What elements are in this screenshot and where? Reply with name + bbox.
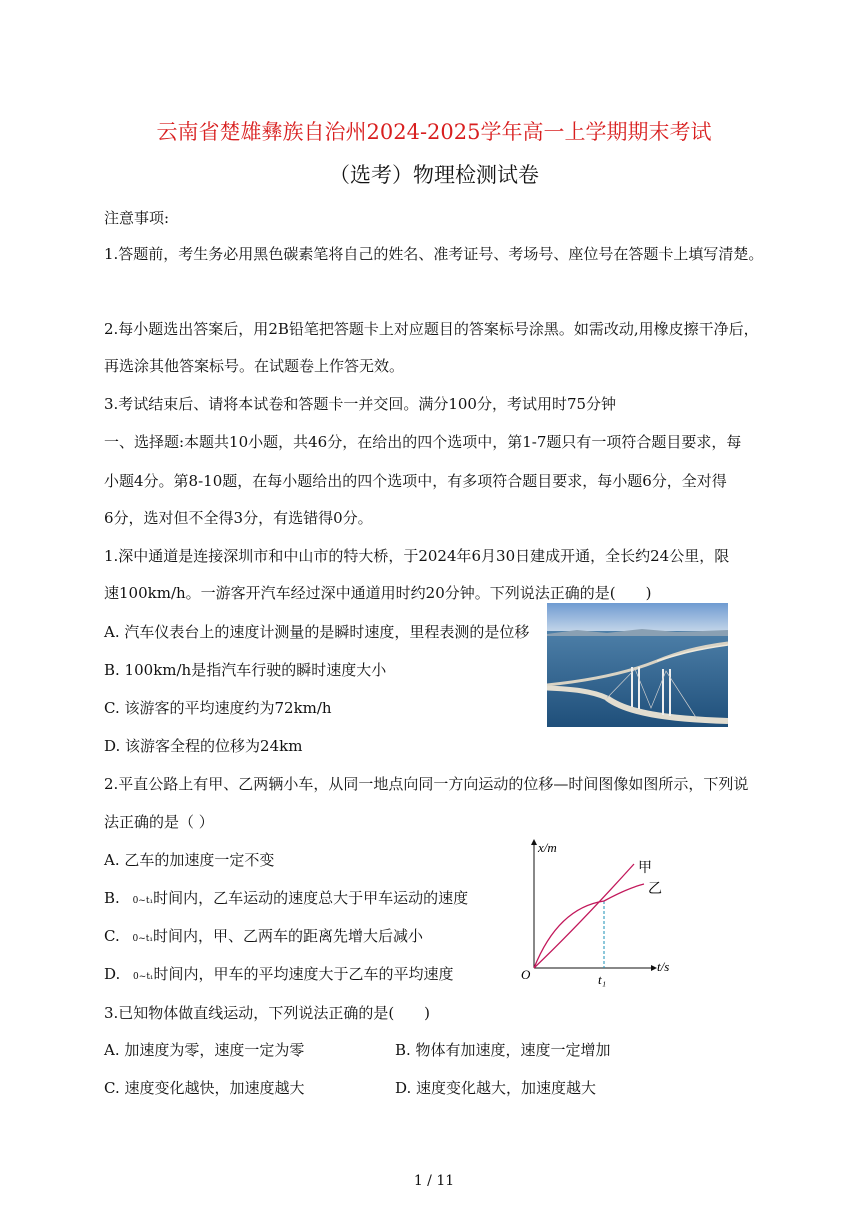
q3-stem: 3.已知物体做直线运动，下列说法正确的是( ) — [104, 1004, 431, 1022]
q2-option-c-interval: 0~t₁ — [132, 934, 153, 944]
q2-option-b-interval: 0~t₁ — [132, 896, 154, 906]
q1-option-b: B. 100km/h是指汽车行驶的瞬时速度大小 — [104, 661, 387, 679]
q3-option-a: A. 加速度为零，速度一定为零 — [104, 1041, 305, 1059]
x-axis-label: t/s — [657, 959, 670, 974]
q1-stem-line-1: 1.深中通道是连接深圳市和中山市的特大桥，于2024年6月30日建成开通，全长约24公里，限 — [104, 547, 730, 565]
curve-yi — [534, 884, 644, 968]
xt-graph — [518, 838, 690, 988]
document-title: 云南省楚雄彝族自治州2024-2025学年高一上学期期末考试 — [156, 120, 712, 144]
notice-item-1: 1.答题前，考生务必用黑色碳素笔将自己的姓名、准考证号、考场号、座位号在答题卡上填写清楚。 — [104, 245, 764, 263]
t1-label: t₁ — [598, 972, 607, 987]
q2-option-d-text: 时间内，甲车的平均速度大于乙车的平均速度 — [153, 965, 454, 983]
document-subtitle: （选考）物理检测试卷 — [329, 163, 539, 187]
q2-option-d-interval: 0~t₁ — [133, 972, 154, 982]
section-heading-line-1: 一、选择题:本题共10小题，共46分，在给出的四个选项中，第1-7题只有一项符合题目要求，每 — [104, 433, 742, 451]
bridge-photo — [547, 603, 728, 727]
q3-option-d: D. 速度变化越大，加速度越大 — [395, 1079, 597, 1097]
origin-label: O — [521, 967, 531, 982]
section-heading-line-2: 小题4分。第8-10题，在每小题给出的四个选项中，有多项符合题目要求，每小题6分，全对得 — [104, 472, 727, 490]
curve-jia-label: 甲 — [638, 860, 652, 876]
curve-jia — [534, 864, 634, 968]
q1-option-d: D. 该游客全程的位移为24km — [104, 737, 303, 755]
q1-stem-line-2: 速100km/h。一游客开汽车经过深中通道用时约20分钟。下列说法正确的是( ) — [104, 584, 652, 602]
xt-graph-svg — [518, 838, 690, 988]
q3-option-b: B. 物体有加速度，速度一定增加 — [395, 1041, 611, 1059]
q2-option-b-prefix: B. — [104, 889, 120, 907]
q2-option-b — [104, 887, 468, 908]
q2-option-c-text: 时间内，甲、乙两车的距离先增大后减小 — [153, 927, 424, 945]
q2-stem-line-2: 法正确的是（ ） — [104, 813, 214, 831]
q2-option-b-text: 时间内，乙车运动的速度总大于甲车运动的速度 — [153, 889, 469, 907]
q2-stem-line-1: 2.平直公路上有甲、乙两辆小车，从同一地点向同一方向运动的位移—时间图像如图所示，下列说 — [104, 775, 749, 793]
notice-item-2: 2.每小题选出答案后，用2B铅笔把答题卡上对应题目的答案标号涂黑。如需改动,用橡皮擦干净后， — [104, 320, 759, 338]
q2-option-a: A. 乙车的加速度一定不变 — [104, 851, 275, 869]
curve-yi-label: 乙 — [648, 881, 662, 897]
q2-option-c — [104, 925, 423, 946]
notice-heading: 注意事项: — [104, 209, 170, 227]
q3-option-c: C. 速度变化越快，加速度越大 — [104, 1079, 305, 1097]
notice-item-3: 3.考试结束后、请将本试卷和答题卡一并交回。满分100分，考试用时75分钟 — [104, 395, 617, 413]
q1-option-c: C. 该游客的平均速度约为72km/h — [104, 699, 332, 717]
y-axis-label: x/m — [538, 840, 557, 855]
q2-option-c-prefix: C. — [104, 927, 120, 945]
q2-option-d-prefix: D. — [104, 965, 121, 983]
q2-option-d — [104, 963, 454, 984]
section-heading-line-3: 6分，选对但不全得3分，有选错得0分。 — [104, 509, 373, 527]
q1-option-a: A. 汽车仪表台上的速度计测量的是瞬时速度，里程表测的是位移 — [104, 623, 530, 641]
notice-item-2-cont: 再选涂其他答案标号。在试题卷上作答无效。 — [104, 357, 405, 375]
page-number: 1 / 11 — [413, 1173, 455, 1189]
